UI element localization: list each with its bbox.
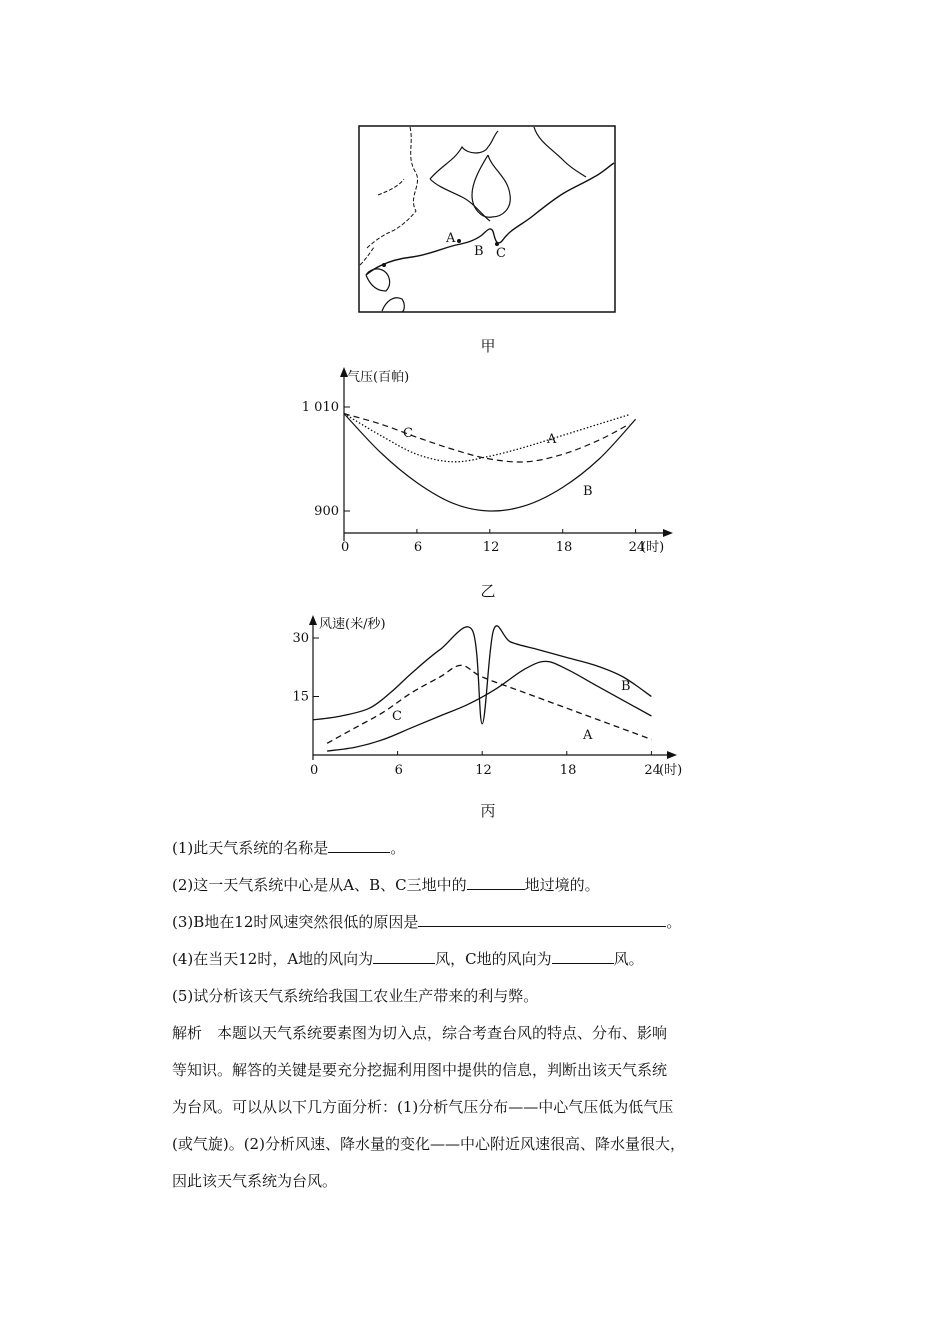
x-tick-label: 0	[341, 540, 350, 555]
question-1	[172, 837, 405, 858]
y-tick-label: 30	[292, 631, 309, 646]
series-line-c	[327, 661, 651, 751]
x-axis-arrow	[663, 529, 673, 537]
q3-text: (3)B地在12时风速突然很低的原因是	[172, 913, 419, 931]
y-tick-label: 900	[314, 504, 339, 519]
point-c-label: C	[496, 246, 506, 261]
analysis-line-4: (或气旋)。(2)分析风速、降水量的变化——中心附近风速很高、降水量很大，	[172, 1135, 685, 1153]
y-tick-label: 15	[292, 689, 309, 705]
y-axis-arrow	[309, 615, 317, 625]
y-axis-label: 气压(百帕)	[347, 370, 410, 385]
x-tick-label: 18	[559, 763, 577, 778]
y-axis-label: 风速(米/秒)	[319, 617, 386, 632]
point-b-label: B	[474, 244, 484, 259]
series-line-a	[344, 414, 630, 462]
q4-text-3: 风。	[613, 950, 644, 968]
question-3	[172, 911, 681, 932]
point-a-dot	[457, 239, 461, 243]
x-tick-label: 24	[628, 540, 646, 555]
pressure-chart	[295, 365, 685, 565]
x-tick-label: 6	[413, 540, 423, 555]
wind-speed-chart	[285, 610, 685, 785]
series-line-b	[313, 626, 651, 724]
city-dot	[382, 263, 386, 267]
question-4	[172, 948, 644, 969]
x-tick-label: 0	[310, 763, 319, 778]
series-label-c: C	[403, 426, 413, 441]
figure-yi-caption: 乙	[480, 582, 496, 600]
y-tick-label: 1 010	[301, 400, 339, 415]
series-label-a: A	[547, 432, 557, 447]
q4-text-1: (4)在当天12时，A地的风向为	[172, 950, 374, 968]
q3-answer-blank[interactable]	[418, 912, 666, 927]
series-label-b: B	[621, 679, 631, 694]
q2-suffix: 地过境的。	[524, 876, 600, 894]
question-2	[172, 874, 600, 895]
x-axis-arrow	[667, 751, 677, 759]
q2-answer-blank[interactable]	[467, 875, 525, 890]
series-label-b: B	[583, 484, 593, 499]
analysis-line-5: 因此该天气系统为台风。	[172, 1172, 338, 1190]
series-line-c	[344, 414, 630, 462]
q1-suffix: 。	[390, 839, 406, 857]
figure-bing-caption: 丙	[480, 802, 496, 820]
q3-suffix: 。	[666, 913, 682, 931]
x-tick-label: 12	[475, 763, 492, 778]
map-figure	[358, 125, 616, 313]
q1-answer-blank[interactable]	[328, 838, 390, 853]
q2-text: (2)这一天气系统中心是从A、B、C三地中的	[172, 876, 467, 894]
analysis-line-2: 等知识。解答的关键是要充分挖掘利用图中提供的信息，判断出该天气系统	[172, 1061, 668, 1079]
point-a-label: A	[446, 231, 456, 246]
q4-answer-blank-a[interactable]	[373, 949, 435, 964]
q4-text-2: 风，C地的风向为	[435, 950, 552, 968]
x-axis-label: (时)	[659, 763, 683, 778]
series-label-a: A	[583, 728, 593, 743]
x-axis-label: (时)	[641, 540, 665, 555]
figure-jia-caption: 甲	[480, 337, 496, 355]
q4-answer-blank-c[interactable]	[552, 949, 614, 964]
x-tick-label: 18	[555, 540, 573, 555]
x-tick-label: 24	[644, 763, 661, 778]
analysis-line-1: 解析 本题以天气系统要素图为切入点，综合考查台风的特点、分布、影响	[172, 1024, 668, 1042]
x-tick-label: 12	[482, 540, 500, 555]
x-tick-label: 6	[394, 763, 403, 778]
question-5: (5)试分析该天气系统给我国工农业生产带来的利与弊。	[172, 987, 539, 1005]
analysis-line-3: 为台风。可以从以下几方面分析：(1)分析气压分布——中心气压低为低气压	[172, 1098, 674, 1116]
series-label-c: C	[392, 709, 402, 724]
q1-text: (1)此天气系统的名称是	[172, 839, 329, 857]
